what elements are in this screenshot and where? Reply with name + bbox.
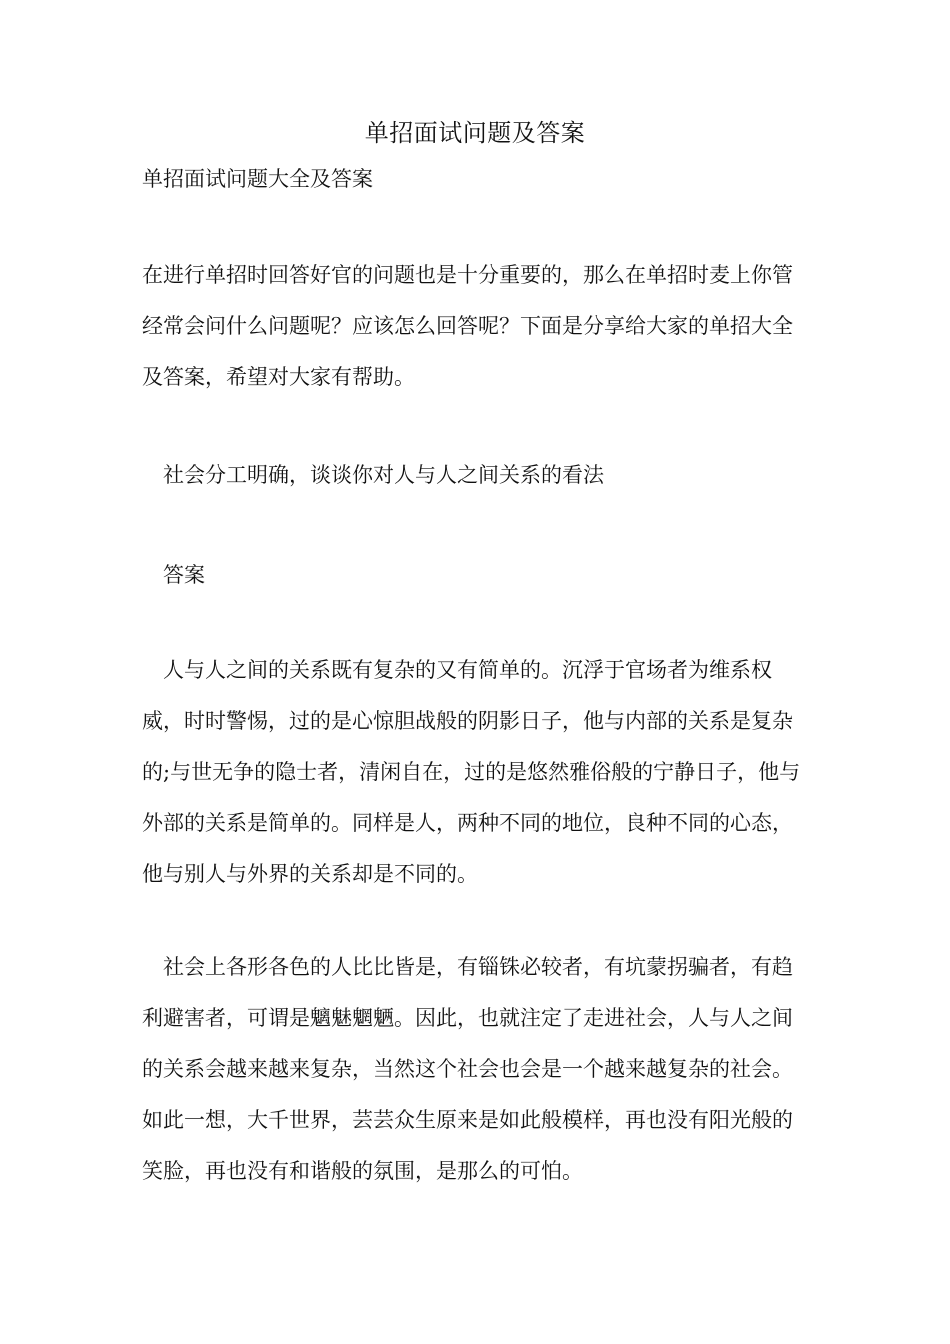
document-title: 单招面试问题及答案 bbox=[364, 119, 586, 147]
document-subtitle: 单招面试问题大全及答案 bbox=[142, 167, 373, 191]
answer-label: 答案 bbox=[163, 563, 205, 587]
question-heading: 社会分工明确，谈谈你对人与人之间关系的看法 bbox=[163, 463, 604, 487]
answer-paragraph: 人与人之间的关系既有复杂的又有简单的。沉浮于官场者为维系权威，时时警惕，过的是心惊胆战般的阴影日子，他与内部的关系是复杂的;与世无争的隐士者，清闲自在，过的是悠然雅俗般的宁静日子，他与外部的关系是简单的。同样是人，两种不同的地位，良种不同的心态，他与别人与外界的关系却是不同的。 bbox=[142, 658, 801, 886]
intro-paragraph: 在进行单招时回答好官的问题也是十分重要的，那么在单招时麦上你管经常会问什么问题呢？应该怎么回答呢？下面是分享给大家的单招大全及答案，希望对大家有帮助。 bbox=[142, 263, 793, 389]
answer-paragraph: 社会上各形各色的人比比皆是，有锱铢必较者，有坑蒙拐骗者，有趋利避害者，可谓是魑魅魍魉。因此，也就注定了走进社会，人与人之间的关系会越来越来复杂，当然这个社会也会是一个越来越复杂的社会。如此一想，大千世界，芸芸众生原来是如此般模样，再也没有阳光般的笑脸，再也没有和谐般的氛围，是那么的可怕。 bbox=[142, 955, 793, 1183]
